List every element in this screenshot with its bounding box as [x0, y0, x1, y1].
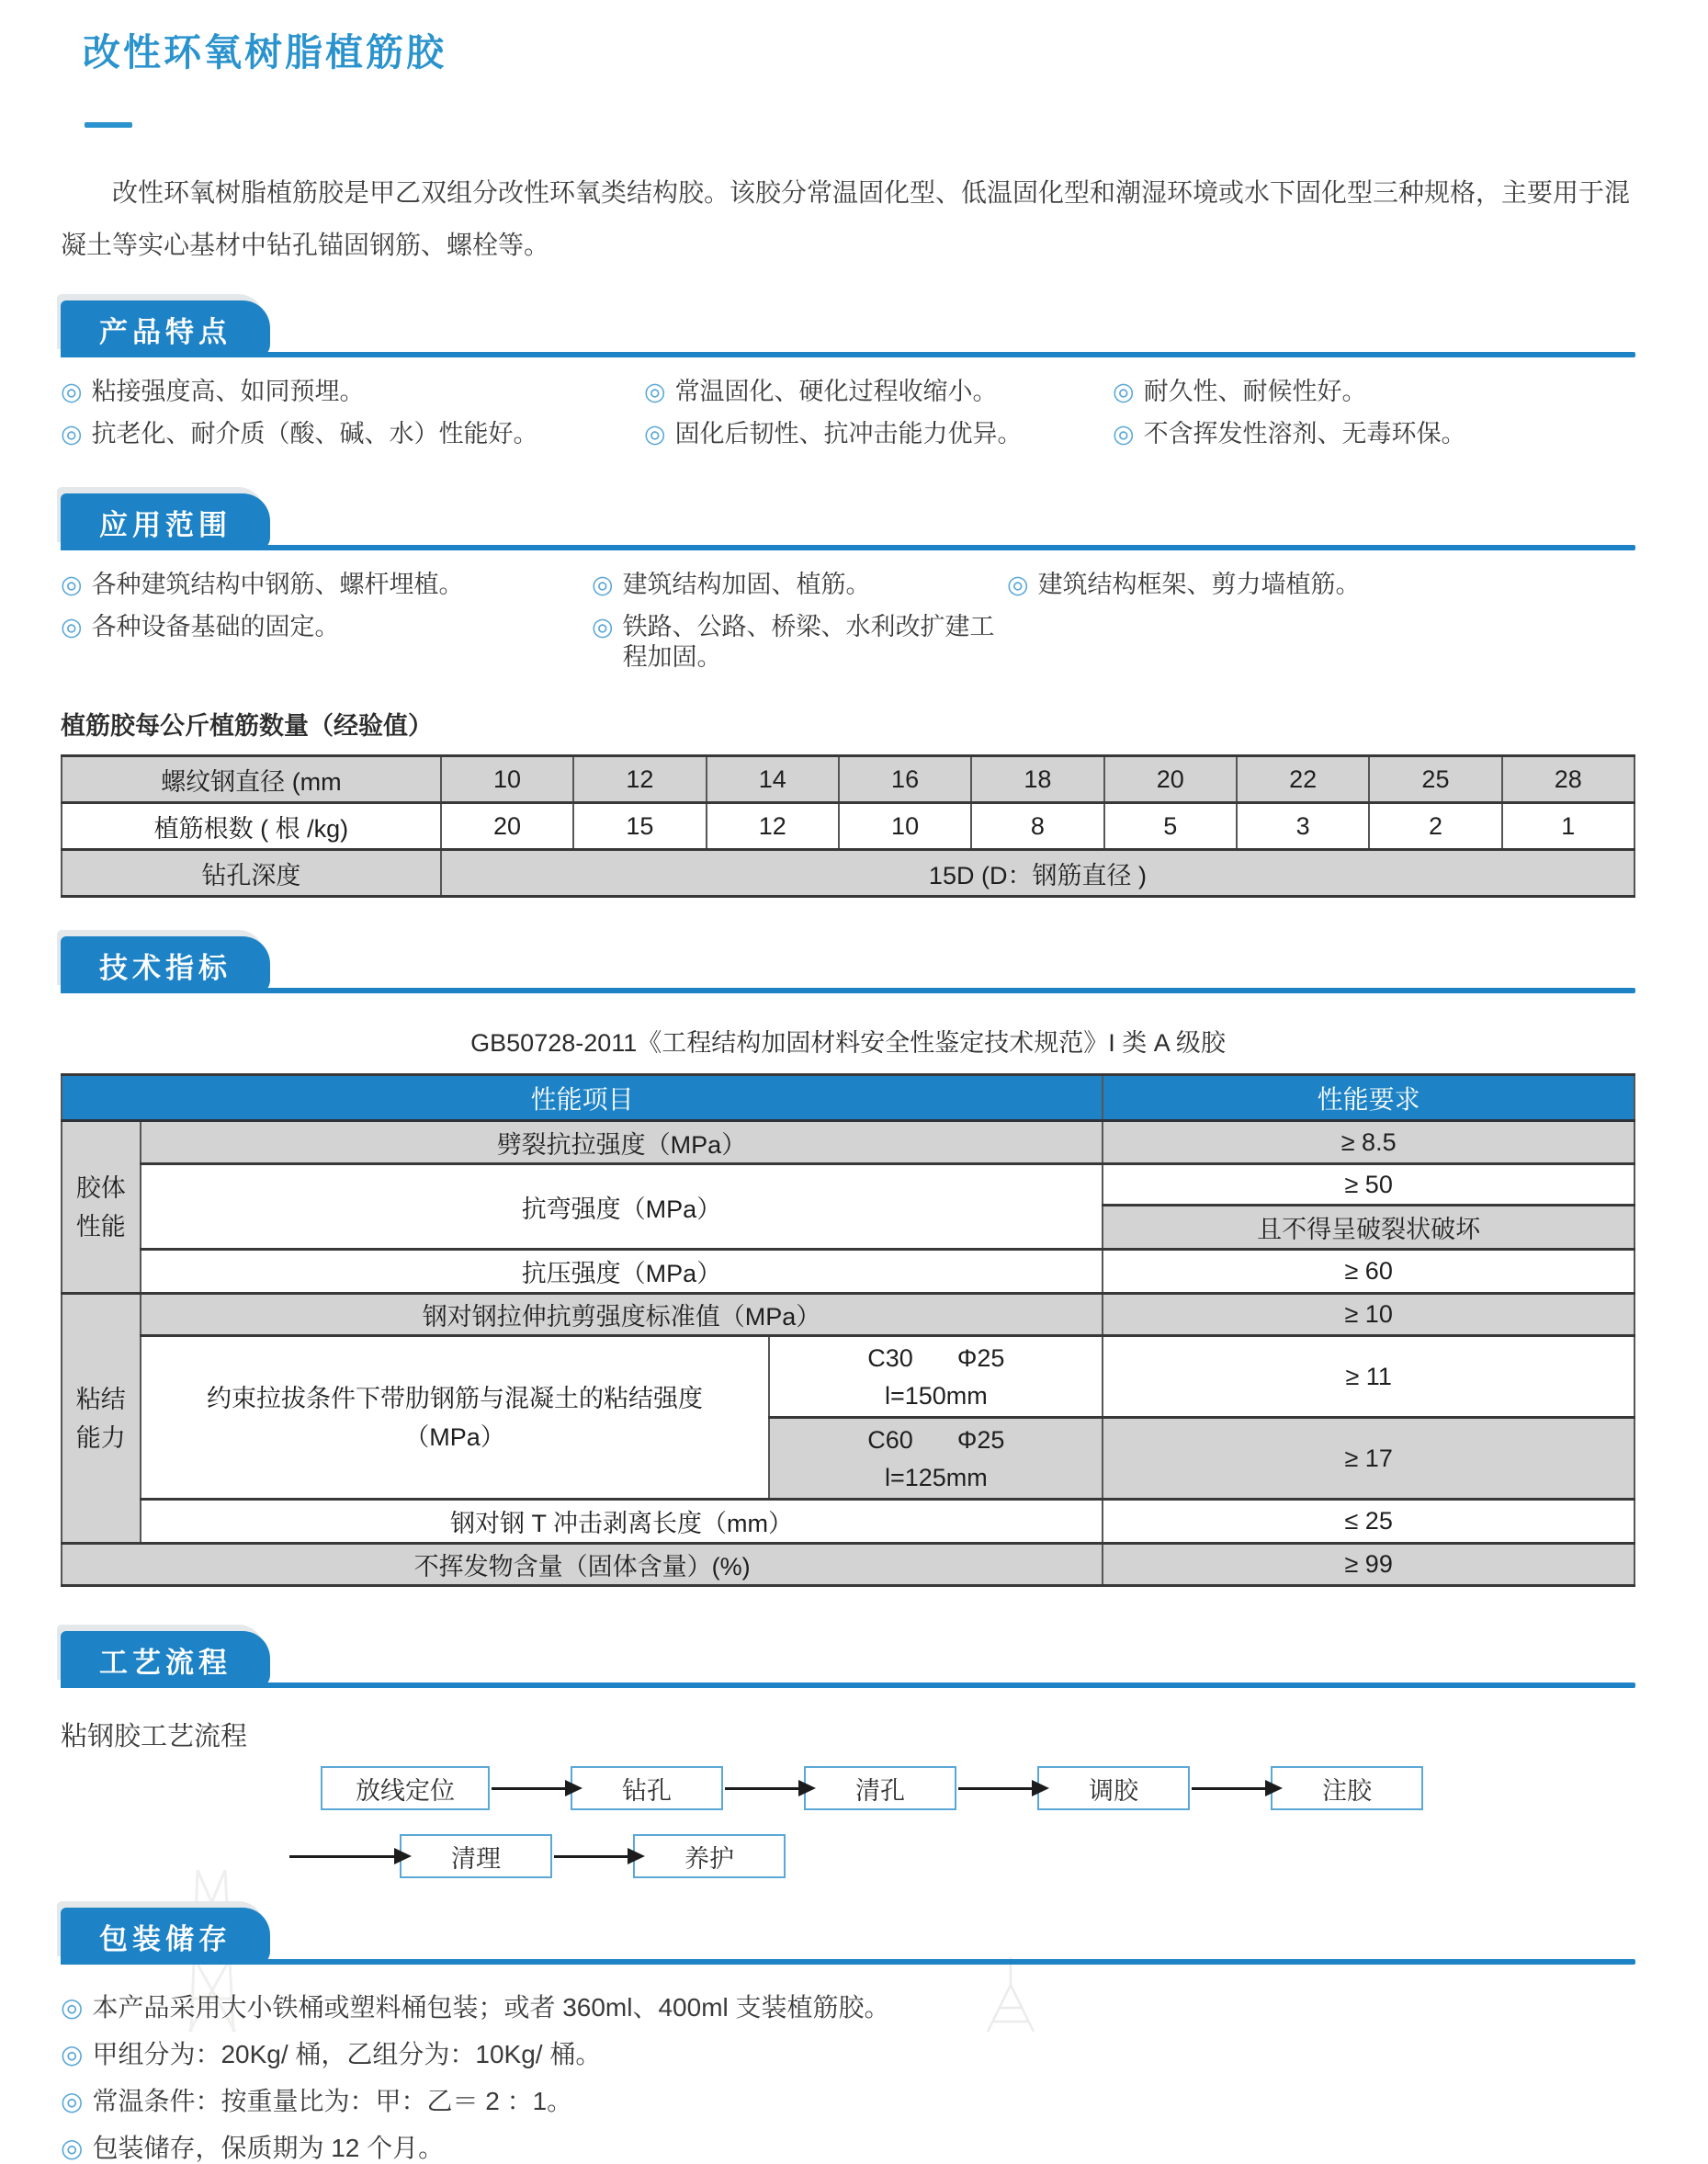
section-tab-process — [61, 1631, 270, 1688]
bullet-icon: ◎ — [644, 420, 666, 448]
condition-grade: C60 — [867, 1426, 913, 1454]
application-item — [592, 612, 1007, 673]
bullet-icon: ◎ — [61, 2134, 84, 2162]
condition-length: l=150mm — [884, 1382, 988, 1410]
packaging-text: 包装储存，保质期为 12 个月。 — [92, 2134, 445, 2162]
section-rule — [61, 352, 1635, 357]
application-text: 各种建筑结构中钢筋、螺杆埋植。 — [91, 571, 464, 598]
bullet-icon: ◎ — [61, 378, 83, 405]
flow-step: 清孔 — [804, 1766, 956, 1810]
arrow-right-icon — [289, 1855, 396, 1858]
diameter-value: 16 — [839, 756, 971, 803]
count-value: 2 — [1369, 803, 1501, 850]
bullet-icon: ◎ — [1113, 420, 1135, 448]
flow-step: 调胶 — [1037, 1766, 1190, 1810]
feature-item — [644, 377, 1113, 407]
tech-table — [61, 1073, 1635, 1587]
feature-text: 耐久性、耐候性好。 — [1143, 378, 1367, 405]
tech-item-line: （MPa） — [404, 1422, 505, 1451]
tech-req: 且不得呈破裂状破坏 — [1103, 1206, 1634, 1250]
arrow-right-icon — [554, 1855, 629, 1858]
count-value: 3 — [1237, 803, 1369, 850]
bullet-icon: ◎ — [1007, 571, 1029, 598]
process-flow-row2 — [288, 1834, 1635, 1878]
section-header-tech — [61, 935, 1635, 993]
diameter-value: 20 — [1104, 756, 1237, 803]
section-tab-label: 工艺流程 — [99, 1646, 232, 1679]
tech-col-req: 性能要求 — [1103, 1075, 1634, 1121]
diameter-value: 12 — [573, 756, 706, 803]
application-item — [592, 570, 1007, 600]
rebar-table — [61, 754, 1635, 898]
tech-group-adhesive — [62, 1121, 141, 1294]
tech-row — [62, 1294, 1634, 1336]
count-value: 15 — [573, 803, 706, 850]
section-tab-label: 技术指标 — [99, 951, 232, 984]
arrow-right-icon — [725, 1787, 800, 1790]
diameter-value: 22 — [1237, 756, 1369, 803]
arrow-right-icon — [492, 1787, 567, 1790]
tech-item: 钢对钢拉伸抗剪强度标准值（MPa） — [141, 1294, 1103, 1336]
flow-step: 养护 — [633, 1834, 786, 1878]
condition-diameter: Φ25 — [956, 1426, 1005, 1454]
tech-row — [62, 1336, 1634, 1418]
feature-text: 抗老化、耐介质（酸、碱、水）性能好。 — [91, 420, 538, 448]
section-tab-applications — [61, 493, 270, 550]
section-tab-label: 应用范围 — [99, 508, 232, 541]
group-label-line: 胶体 — [75, 1173, 126, 1202]
group-label-line: 粘结 — [75, 1385, 126, 1413]
flow-step: 注胶 — [1271, 1766, 1423, 1810]
rebar-diameter-label: 螺纹钢直径 (mm — [62, 756, 441, 803]
rebar-depth-value: 15D (D：钢筋直径 ) — [441, 850, 1634, 897]
bullet-icon: ◎ — [61, 613, 83, 640]
tech-item: 不挥发物含量（固体含量）(%) — [62, 1544, 1103, 1586]
tech-req: ≥ 60 — [1103, 1250, 1634, 1294]
feature-item — [61, 419, 644, 449]
packaging-text: 甲组分为：20Kg/ 桶，乙组分为：10Kg/ 桶。 — [92, 2040, 602, 2068]
group-label-line: 性能 — [75, 1212, 126, 1241]
application-item — [61, 612, 592, 673]
group-label-line: 能力 — [75, 1423, 126, 1452]
rebar-table-caption: 植筋胶每公斤植筋数量（经验值） — [61, 712, 433, 740]
bullet-icon: ◎ — [61, 420, 83, 448]
section-rule — [61, 545, 1635, 550]
section-tab-packaging — [61, 1908, 270, 1965]
tech-req: ≥ 99 — [1103, 1544, 1634, 1586]
tech-header-row — [62, 1075, 1634, 1121]
tech-req: ≥ 10 — [1103, 1294, 1634, 1336]
tech-item-line: 约束拉拔条件下带肋钢筋与混凝土的粘结强度 — [206, 1384, 703, 1412]
diameter-value: 28 — [1502, 756, 1634, 803]
tech-standard-caption: GB50728-2011《工程结构加固材料安全性鉴定技术规范》I 类 A 级胶 — [470, 1029, 1226, 1057]
feature-text: 固化后韧性、抗冲击能力优异。 — [674, 420, 1023, 448]
count-value: 8 — [971, 803, 1103, 850]
count-value: 1 — [1502, 803, 1634, 850]
application-text: 建筑结构框架、剪力墙植筋。 — [1037, 571, 1361, 598]
condition-diameter: Φ25 — [956, 1344, 1005, 1372]
section-rule — [61, 988, 1635, 993]
bullet-icon: ◎ — [644, 378, 666, 405]
section-tab-tech — [61, 936, 270, 993]
rebar-depth-label: 钻孔深度 — [62, 850, 441, 897]
tech-item: 劈裂抗拉强度（MPa） — [141, 1121, 1103, 1164]
diameter-value: 14 — [707, 756, 839, 803]
bullet-icon: ◎ — [61, 2087, 84, 2115]
packaging-text: 常温条件：按重量比为：甲：乙＝ 2 ：1。 — [92, 2087, 573, 2115]
condition-length: l=125mm — [884, 1464, 988, 1491]
flow-step: 清理 — [400, 1834, 552, 1878]
process-subtitle: 粘钢胶工艺流程 — [61, 1722, 248, 1751]
diameter-value: 10 — [441, 756, 573, 803]
rebar-count-label: 植筋根数 ( 根 /kg) — [62, 803, 441, 850]
section-header-applications — [61, 492, 1635, 550]
count-value: 20 — [441, 803, 573, 850]
tech-req: ≤ 25 — [1103, 1500, 1634, 1544]
arrow-right-icon — [1192, 1787, 1267, 1790]
application-item — [1007, 570, 1635, 600]
tech-item-pullout — [141, 1336, 770, 1500]
tech-row — [62, 1164, 1634, 1206]
section-header-features — [61, 299, 1635, 357]
rebar-count-row — [62, 803, 1634, 850]
condition-grade: C30 — [867, 1344, 913, 1372]
tech-req: ≥ 8.5 — [1103, 1121, 1634, 1164]
section-rule — [61, 1959, 1635, 1965]
tech-req: ≥ 50 — [1103, 1164, 1634, 1206]
intro-paragraph: 改性环氧树脂植筋胶是甲乙双组分改性环氧类结构胶。该胶分常温固化型、低温固化型和潮湿环境或水下固化型三种规格，主要用于混凝土等实心基材中钻孔锚固钢筋、螺栓等。 — [61, 178, 1631, 259]
packaging-item — [61, 2133, 1635, 2164]
packaging-item — [61, 2086, 1635, 2117]
packaging-item — [61, 1992, 1635, 2023]
tech-row — [62, 1250, 1634, 1294]
rebar-diameter-row — [62, 756, 1634, 803]
tech-item: 抗压强度（MPa） — [141, 1250, 1103, 1294]
bullet-icon: ◎ — [592, 571, 614, 598]
title-underline — [85, 122, 132, 128]
flow-step: 放线定位 — [321, 1766, 490, 1810]
section-header-process — [61, 1629, 1635, 1688]
count-value: 10 — [839, 803, 971, 850]
application-item — [61, 570, 592, 600]
bullet-icon: ◎ — [592, 613, 614, 640]
feature-item — [644, 419, 1113, 449]
tech-row — [62, 1544, 1634, 1586]
bullet-icon: ◎ — [61, 571, 83, 598]
arrow-right-icon — [958, 1787, 1034, 1790]
count-value: 12 — [707, 803, 839, 850]
tech-item: 钢对钢 T 冲击剥离长度（mm） — [141, 1500, 1103, 1544]
tech-req: ≥ 17 — [1103, 1418, 1634, 1500]
feature-item — [1113, 419, 1635, 449]
feature-item — [1113, 377, 1635, 407]
bullet-icon: ◎ — [61, 1993, 84, 2022]
application-text: 建筑结构加固、植筋。 — [622, 571, 871, 598]
section-rule — [61, 1682, 1635, 1688]
tech-condition-c60 — [769, 1418, 1103, 1500]
feature-text: 不含挥发性溶剂、无毒环保。 — [1143, 420, 1466, 448]
feature-text: 粘接强度高、如同预埋。 — [91, 378, 365, 405]
tech-row — [62, 1500, 1634, 1544]
process-flow-row1 — [321, 1766, 1635, 1810]
count-value: 5 — [1104, 803, 1237, 850]
rebar-depth-row — [62, 850, 1634, 897]
tech-row — [62, 1121, 1634, 1164]
tech-item: 抗弯强度（MPa） — [141, 1164, 1103, 1250]
tech-req: ≥ 11 — [1103, 1336, 1634, 1418]
section-tab-label: 包装储存 — [99, 1922, 232, 1955]
section-tab-label: 产品特点 — [99, 315, 232, 348]
diameter-value: 25 — [1369, 756, 1501, 803]
bullet-icon: ◎ — [61, 2040, 84, 2068]
diameter-value: 18 — [971, 756, 1103, 803]
section-tab-features — [61, 300, 270, 357]
packaging-text: 本产品采用大小铁桶或塑料桶包装；或者 360ml、400ml 支装植筋胶。 — [92, 1993, 890, 2022]
page-title: 改性环氧树脂植筋胶 — [83, 31, 447, 74]
features-list — [61, 377, 1635, 449]
section-header-packaging — [61, 1906, 1635, 1965]
tech-group-bonding — [62, 1294, 141, 1544]
applications-list — [61, 570, 1635, 673]
tech-col-item: 性能项目 — [62, 1075, 1103, 1121]
packaging-item — [61, 2039, 1635, 2070]
flow-step: 钻孔 — [571, 1766, 723, 1810]
tech-condition-c30 — [769, 1336, 1103, 1418]
application-text: 铁路、公路、桥梁、水利改扩建工程加固。 — [622, 613, 995, 671]
feature-item — [61, 377, 644, 407]
application-text: 各种设备基础的固定。 — [91, 613, 340, 640]
packaging-list — [61, 1992, 1635, 2164]
feature-text: 常温固化、硬化过程收缩小。 — [674, 378, 998, 405]
bullet-icon: ◎ — [1113, 378, 1135, 405]
